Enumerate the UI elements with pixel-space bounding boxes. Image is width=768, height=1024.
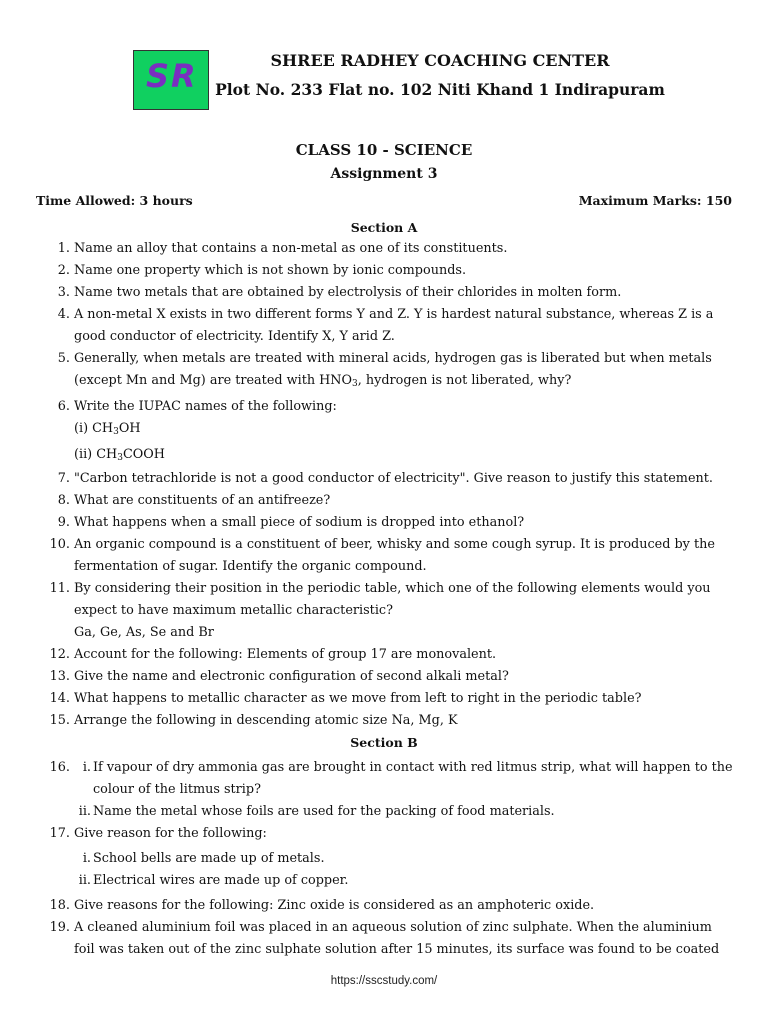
question-number: 15. — [49, 713, 70, 728]
question-number: 2. — [57, 263, 70, 278]
question-text: What happens to metallic character as we move from left to right in the periodic table? — [74, 691, 642, 706]
question-text-cont: fermentation of sugar. Identify the organic compound. — [74, 559, 427, 574]
question-number: 17. — [49, 826, 70, 841]
question-number: 12. — [49, 647, 70, 662]
sub-number: i. — [82, 851, 91, 866]
sub-question-text: If vapour of dry ammonia gas are brought in contact with red litmus strip, what will happen to the — [93, 760, 733, 775]
question-text: By considering their position in the periodic table, which one of the following elements would you — [74, 581, 711, 596]
school-name: SHREE RADHEY COACHING CENTER — [270, 51, 610, 70]
sub-question-text: School bells are made up of metals. — [93, 851, 325, 866]
question-text: Give the name and electronic configuration of second alkali metal? — [74, 669, 509, 684]
question-number: 7. — [57, 471, 70, 486]
question-text-cont: foil was taken out of the zinc sulphate solution after 15 minutes, its surface was found to be coated — [74, 942, 720, 957]
question-number: 8. — [57, 493, 70, 508]
sub-number: ii. — [78, 804, 91, 819]
question-text: Give reasons for the following: Zinc oxide is considered as an amphoteric oxide. — [74, 898, 595, 913]
question-text: A non-metal X exists in two different forms Y and Z. Y is hardest natural substance, whereas Z is a — [74, 307, 714, 322]
class-title: CLASS 10 - SCIENCE — [295, 141, 473, 159]
question-text: Arrange the following in descending atomic size Na, Mg, K — [74, 713, 458, 728]
coaching-logo — [133, 50, 209, 110]
question-text: Give reason for the following: — [74, 826, 267, 841]
question-number: 10. — [49, 537, 70, 552]
question-text: What happens when a small piece of sodium is dropped into ethanol? — [74, 515, 525, 530]
question-number: 16. — [49, 760, 70, 775]
question-number: 1. — [57, 241, 70, 256]
question-text: A cleaned aluminium foil was placed in an aqueous solution of zinc sulphate. When the aluminium — [74, 920, 712, 935]
question-number: 5. — [57, 351, 70, 366]
question-text: Name an alloy that contains a non-metal as one of its constituents. — [74, 241, 508, 256]
logo-text: SR — [146, 57, 198, 95]
question-text: Name two metals that are obtained by electrolysis of their chlorides in molten form. — [74, 285, 622, 300]
question-number: 6. — [57, 399, 70, 414]
question-text: An organic compound is a constituent of beer, whisky and some cough syrup. It is produced by the — [74, 537, 715, 552]
question-text: Account for the following: Elements of group 17 are monovalent. — [74, 647, 497, 662]
section-b-heading: Section B — [350, 735, 418, 750]
question-text: Write the IUPAC names of the following: — [74, 399, 337, 414]
question-text-cont: (except Mn and Mg) are treated with $HNO_3$, hydrogen is not liberated, why? — [74, 373, 572, 389]
question-number: 11. — [49, 581, 70, 596]
formula-ii: (ii) $CH_3COOH$ — [74, 447, 165, 463]
question-text-cont: expect to have maximum metallic characteristic? — [74, 603, 393, 618]
section-a-heading: Section A — [350, 220, 418, 235]
question-text: What are constituents of an antifreeze? — [74, 493, 331, 508]
maximum-marks: Maximum Marks: 150 — [578, 193, 732, 208]
footer-url[interactable]: https://sscstudy.com/ — [330, 975, 438, 987]
formula-i: (i) $CH_3OH$ — [74, 421, 141, 437]
question-text: "Carbon tetrachloride is not a good conductor of electricity". Give reason to justify this statement. — [74, 471, 713, 486]
school-address: Plot No. 233 Flat no. 102 Niti Khand 1 Indirapuram — [215, 80, 665, 99]
question-number: 4. — [57, 307, 70, 322]
time-allowed: Time Allowed: 3 hours — [36, 193, 193, 208]
question-number: 13. — [49, 669, 70, 684]
question-number: 19. — [49, 920, 70, 935]
sub-question-text-cont: colour of the litmus strip? — [93, 782, 261, 797]
sub-number: ii. — [78, 873, 91, 888]
question-number: 14. — [49, 691, 70, 706]
sub-question-text: Name the metal whose foils are used for the packing of food materials. — [93, 804, 555, 819]
question-number: 9. — [57, 515, 70, 530]
question-options: Ga, Ge, As, Se and Br — [74, 625, 214, 640]
question-text: Generally, when metals are treated with mineral acids, hydrogen gas is liberated but when metals — [74, 351, 712, 366]
question-text: Name one property which is not shown by ionic compounds. — [74, 263, 467, 278]
assignment-title: Assignment 3 — [330, 166, 438, 182]
sub-question-text: Electrical wires are made up of copper. — [93, 873, 349, 888]
question-text-cont: good conductor of electricity. Identify X, Y arid Z. — [74, 329, 395, 344]
question-number: 3. — [57, 285, 70, 300]
sub-number: i. — [82, 760, 91, 775]
question-number: 18. — [49, 898, 70, 913]
